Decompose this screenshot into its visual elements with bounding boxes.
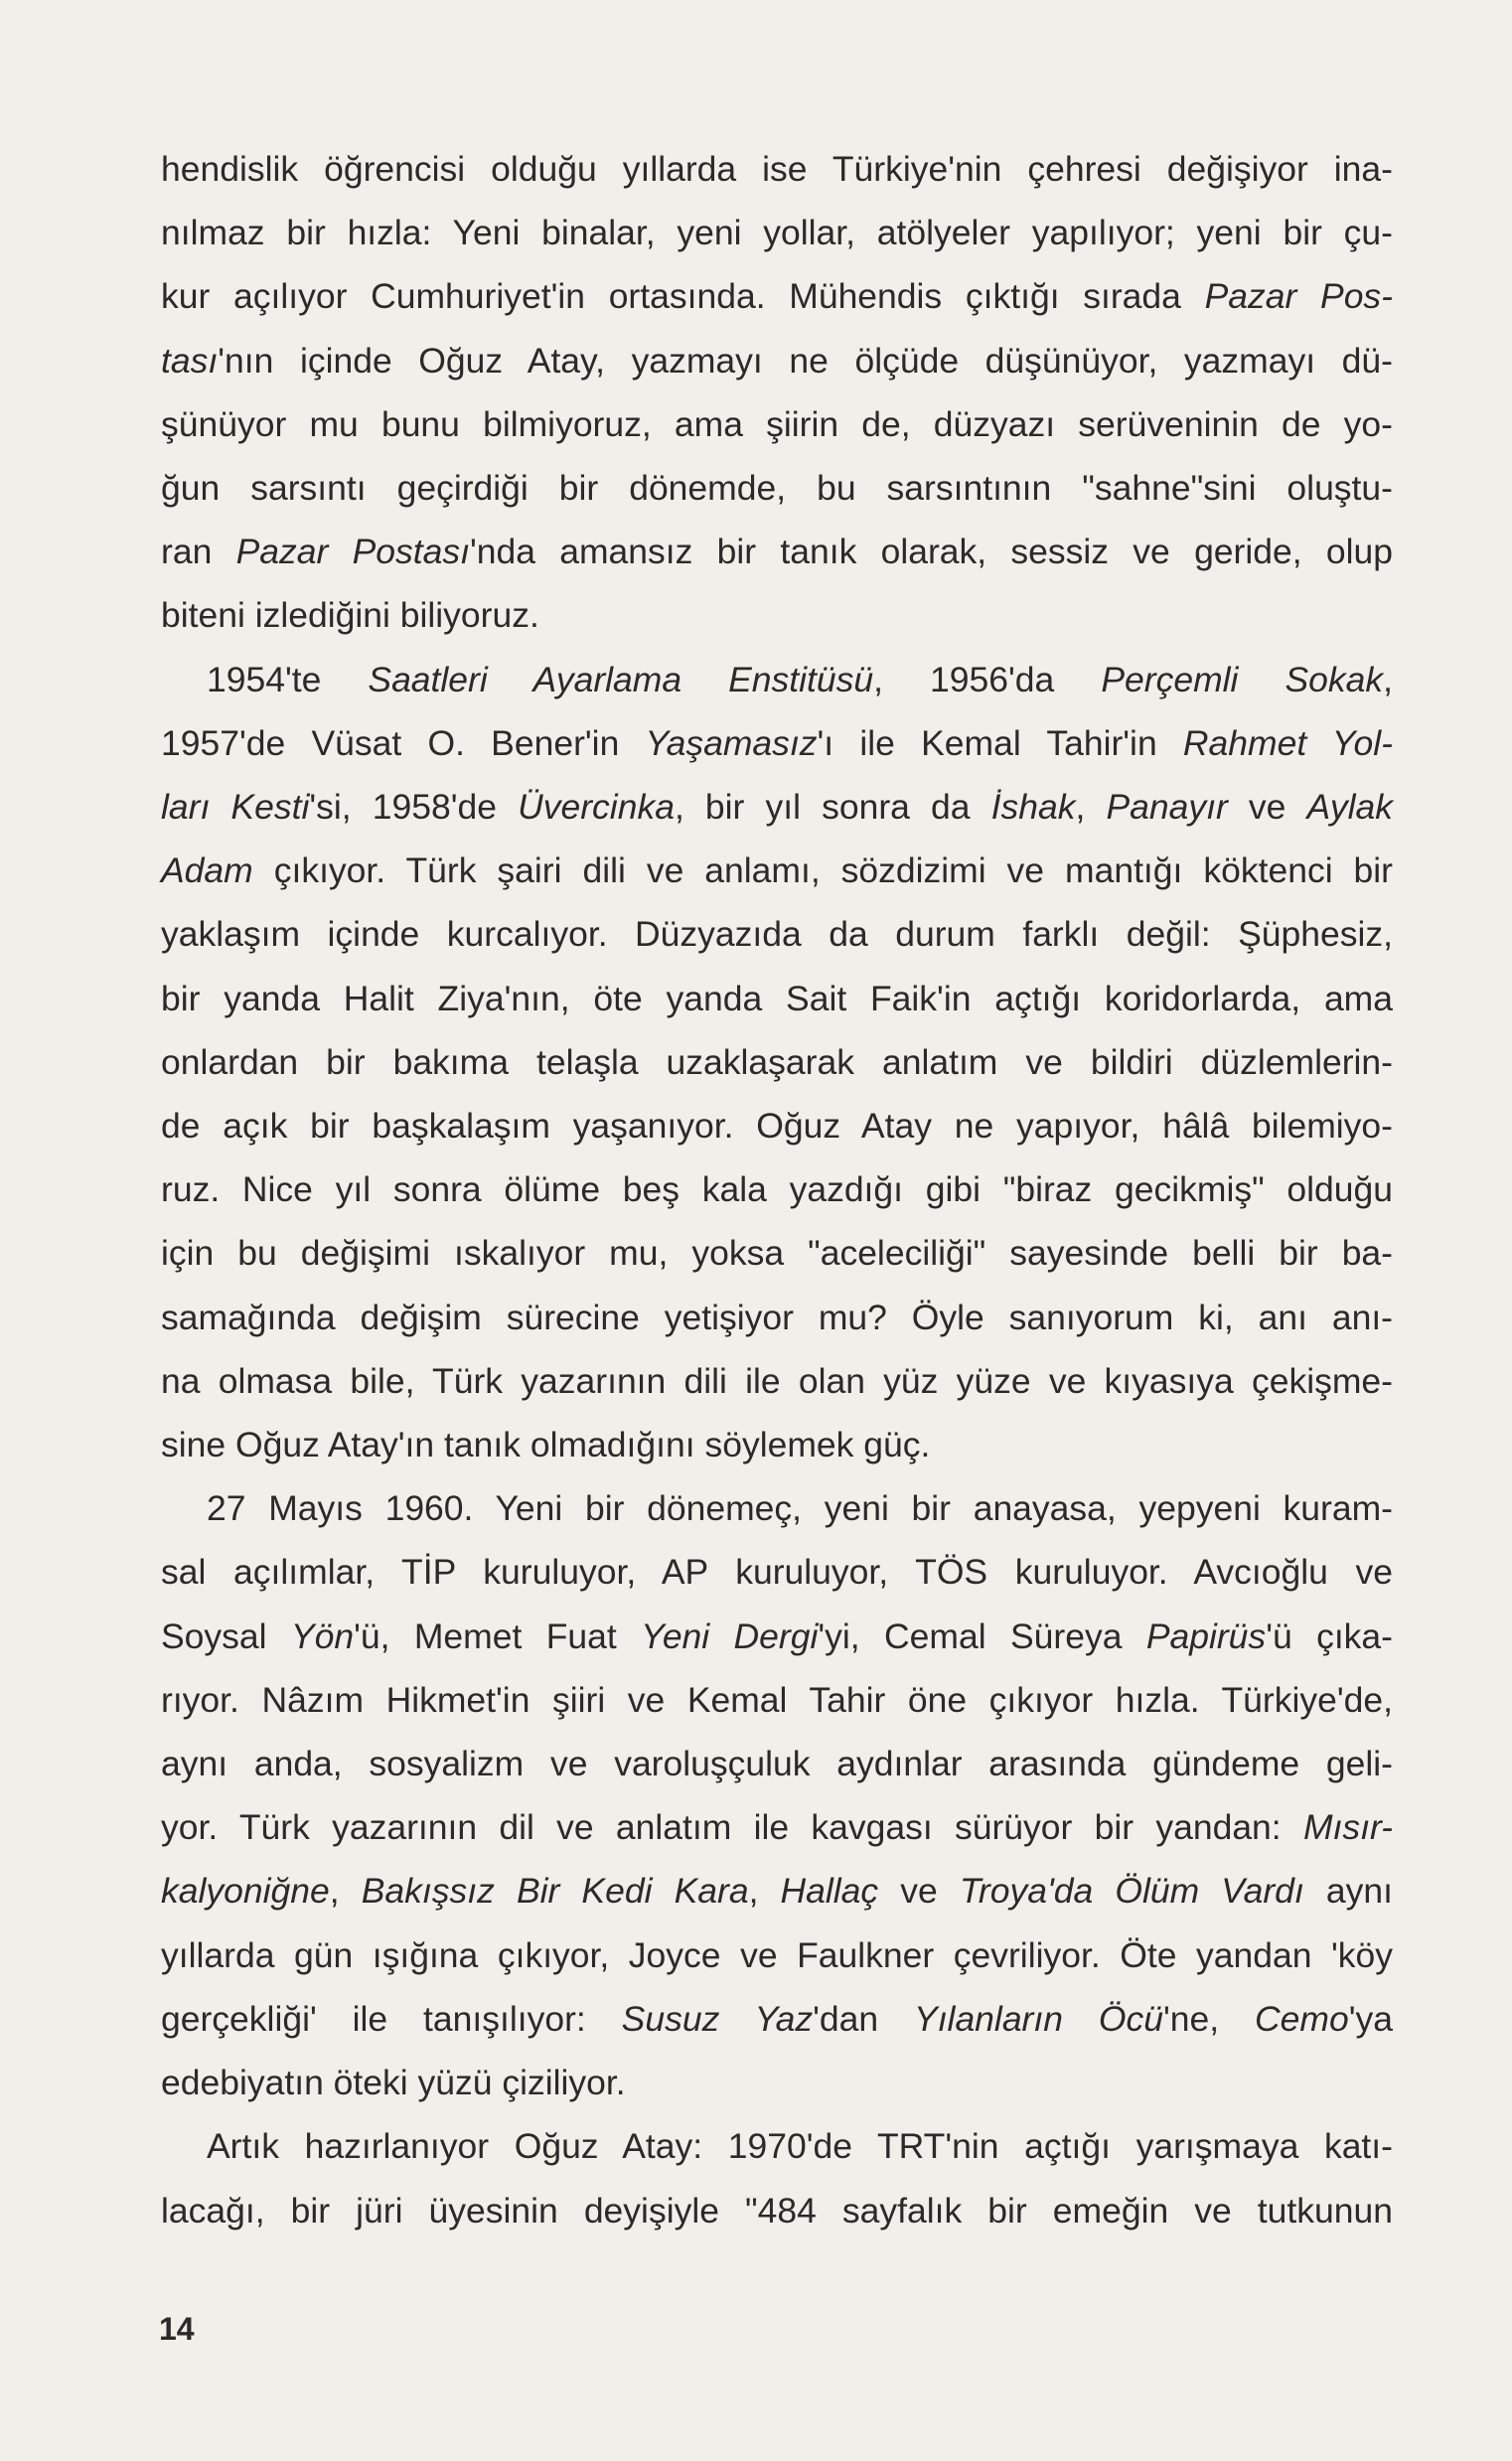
text-segment: şünüyor mu bunu bilmiyoruz, ama şiirin de, düzyazı serüveninin de yo- xyxy=(161,403,1393,444)
text-segment: , bir yıl sonra da xyxy=(674,787,991,828)
text-segment: yıllarda gün ışığına çıkıyor, Joyce ve Faulkner çevriliyor. Öte yandan 'köy xyxy=(161,1934,1393,1975)
text-line xyxy=(161,1540,1393,1604)
text-segment: ve xyxy=(878,1871,960,1912)
text-line xyxy=(161,1221,1393,1285)
text-segment: bir yanda Halit Ziya'nın, öte yanda Sait Faik'in açtığı koridorlarda, ama xyxy=(161,978,1393,1018)
text-line xyxy=(161,711,1393,775)
text-line xyxy=(161,1094,1393,1157)
text-segment: onlardan bir bakıma telaşla uzaklaşarak anlatım ve bildiri düzlemlerin- xyxy=(161,1041,1393,1082)
text-segment: 'ı ile Kemal Tahir'in xyxy=(817,722,1183,763)
text-line xyxy=(161,264,1393,328)
italic-title-text: Yılanların Öcü xyxy=(914,1998,1163,2039)
text-segment: rıyor. Nâzım Hikmet'in şiiri ve Kemal Tahir öne çıkıyor hızla. Türkiye'de, xyxy=(161,1679,1393,1720)
text-line xyxy=(161,456,1393,520)
text-segment: ran xyxy=(161,532,236,572)
text-segment: 'si, 1958'de xyxy=(309,787,519,828)
text-line xyxy=(161,2179,1393,2242)
text-segment: Artık hazırlanıyor Oğuz Atay: 1970'de TRT'nin açtığı yarışmaya katı- xyxy=(207,2126,1393,2167)
italic-title-text: Adam xyxy=(161,850,253,891)
text-segment: , xyxy=(329,1871,362,1912)
italic-title-text: Mısır- xyxy=(1302,1807,1393,1848)
text-segment: gerçekliği' ile tanışılıyor: xyxy=(161,1998,622,2039)
italic-title-text: Saatleri Ayarlama Enstitüsü xyxy=(368,659,874,699)
text-line xyxy=(161,1859,1393,1923)
italic-title-text: Üvercinka xyxy=(518,787,675,828)
text-segment: kur açılıyor Cumhuriyet'in ortasında. Mühendis çıktığı sırada xyxy=(161,276,1205,317)
text-line xyxy=(161,1349,1393,1413)
text-line xyxy=(161,583,1393,647)
text-segment: nılmaz bir hızla: Yeni binalar, yeni yollar, atölyeler yapılıyor; yeni bir çu- xyxy=(161,213,1393,253)
text-line xyxy=(161,648,1393,711)
italic-title-text: Yeni Dergi xyxy=(641,1615,819,1656)
text-segment: de açık bir başkalaşım yaşanıyor. Oğuz Atay ne yapıyor, hâlâ bilemiyo- xyxy=(161,1106,1393,1147)
text-segment: 'ü, Memet Fuat xyxy=(354,1615,642,1656)
text-line xyxy=(161,1476,1393,1540)
text-line xyxy=(161,137,1393,201)
text-segment: , xyxy=(1075,787,1107,828)
page-number: 14 xyxy=(159,2311,195,2347)
text-line xyxy=(161,1923,1393,1987)
text-segment: 'ya xyxy=(1348,1998,1393,2039)
italic-title-text: Pazar Postası xyxy=(235,532,470,572)
italic-title-text: Yaşamasız xyxy=(645,722,818,763)
text-segment: Soysal xyxy=(161,1615,291,1656)
text-line xyxy=(161,1732,1393,1795)
text-segment: yaklaşım içinde kurcalıyor. Düzyazıda da durum farklı değil: Şüphesiz, xyxy=(161,914,1393,955)
italic-title-text: İshak xyxy=(990,787,1076,828)
italic-title-text: tası xyxy=(161,340,219,381)
text-segment: 'nda amansız bir tanık olarak, sessiz ve geride, olup xyxy=(469,532,1393,572)
italic-title-text: kalyoniğne xyxy=(161,1871,330,1912)
text-line xyxy=(161,902,1393,966)
text-segment: edebiyatın öteki yüzü çiziliyor. xyxy=(161,2063,626,2103)
italic-title-text: Bakışsız Bir Kedi Kara xyxy=(361,1871,749,1912)
text-line xyxy=(161,329,1393,392)
text-segment: için bu değişimi ıskalıyor mu, yoksa "aceleciliği" sayesinde belli bir ba- xyxy=(161,1233,1393,1274)
text-line xyxy=(161,1605,1393,1668)
text-line xyxy=(161,1286,1393,1349)
text-segment: 1957'de Vüsat O. Bener'in xyxy=(161,722,646,763)
italic-title-text: Troya'da Ölüm Vardı xyxy=(959,1871,1304,1912)
text-segment: , xyxy=(1383,659,1393,699)
text-segment: 27 Mayıs 1960. Yeni bir dönemeç, yeni bir anayasa, yepyeni kuram- xyxy=(207,1488,1393,1529)
text-segment: yor. Türk yazarının dil ve anlatım ile kavgası sürüyor bir yandan: xyxy=(161,1807,1303,1848)
text-line xyxy=(161,201,1393,264)
text-line xyxy=(161,1795,1393,1859)
text-line xyxy=(161,1157,1393,1221)
italic-title-text: Pazar Pos- xyxy=(1204,276,1394,317)
text-segment: na olmasa bile, Türk yazarının dili ile olan yüz yüze ve kıyasıya çekişme- xyxy=(161,1360,1393,1401)
text-segment: sal açılımlar, TİP kuruluyor, AP kuruluyor, TÖS kuruluyor. Avcıoğlu ve xyxy=(161,1552,1393,1593)
text-segment: lacağı, bir jüri üyesinin deyişiyle "484 sayfalık bir emeğin ve tutkunun xyxy=(161,2190,1393,2230)
text-line xyxy=(161,2051,1393,2114)
text-segment: çıkıyor. Türk şairi dili ve anlamı, sözdizimi ve mantığı köktenci bir xyxy=(252,850,1393,891)
text-line xyxy=(161,1030,1393,1094)
text-line xyxy=(161,967,1393,1030)
text-segment: 'nın içinde Oğuz Atay, yazmayı ne ölçüde düşünüyor, yazmayı dü- xyxy=(218,340,1393,381)
text-segment: samağında değişim sürecine yetişiyor mu? Öyle sanıyorum ki, anı anı- xyxy=(161,1297,1393,1337)
italic-title-text: Papirüs xyxy=(1145,1615,1267,1656)
text-segment: aynı anda, sosyalizm ve varoluşçuluk aydınlar arasında gündeme geli- xyxy=(161,1744,1393,1784)
text-line xyxy=(161,775,1393,839)
text-line xyxy=(161,1987,1393,2051)
text-segment: ruz. Nice yıl sonra ölüme beş kala yazdığı gibi "biraz gecikmiş" olduğu xyxy=(161,1169,1393,1210)
text-segment: ve xyxy=(1227,787,1307,828)
italic-title-text: Susuz Yaz xyxy=(621,1998,814,2039)
text-segment: 'yi, Cemal Süreya xyxy=(818,1615,1146,1656)
italic-title-text: Yön xyxy=(290,1615,355,1656)
text-line xyxy=(161,839,1393,902)
text-line xyxy=(161,2114,1393,2178)
italic-title-text: Panayır xyxy=(1106,787,1228,828)
body-text xyxy=(161,137,1393,2242)
italic-title-text: Rahmet Yol- xyxy=(1182,722,1393,763)
italic-title-text: ları Kesti xyxy=(161,787,310,828)
text-segment: sine Oğuz Atay'ın tanık olmadığını söylemek güç. xyxy=(161,1425,931,1465)
text-line xyxy=(161,1413,1393,1476)
text-segment: 'ü çıka- xyxy=(1266,1615,1393,1656)
italic-title-text: Aylak xyxy=(1306,787,1393,828)
text-segment: 'dan xyxy=(813,1998,915,2039)
italic-title-text: Perçemli Sokak xyxy=(1101,659,1384,699)
text-segment: biteni izlediğini biliyoruz. xyxy=(161,595,539,636)
text-segment: , xyxy=(748,1871,781,1912)
text-segment: ğun sarsıntı geçirdiği bir dönemde, bu sarsıntının "sahne"sini oluştu- xyxy=(161,468,1393,509)
text-segment: 'ne, xyxy=(1162,1998,1255,2039)
text-line xyxy=(161,392,1393,456)
text-line xyxy=(161,520,1393,583)
text-segment: , 1956'da xyxy=(873,659,1102,699)
text-line xyxy=(161,1668,1393,1732)
text-segment: hendislik öğrencisi olduğu yıllarda ise Türkiye'nin çehresi değişiyor ina- xyxy=(161,149,1393,189)
italic-title-text: Cemo xyxy=(1255,1998,1349,2039)
text-segment: 1954'te xyxy=(207,659,369,699)
italic-title-text: Hallaç xyxy=(780,1871,879,1912)
text-segment: aynı xyxy=(1303,1871,1393,1912)
